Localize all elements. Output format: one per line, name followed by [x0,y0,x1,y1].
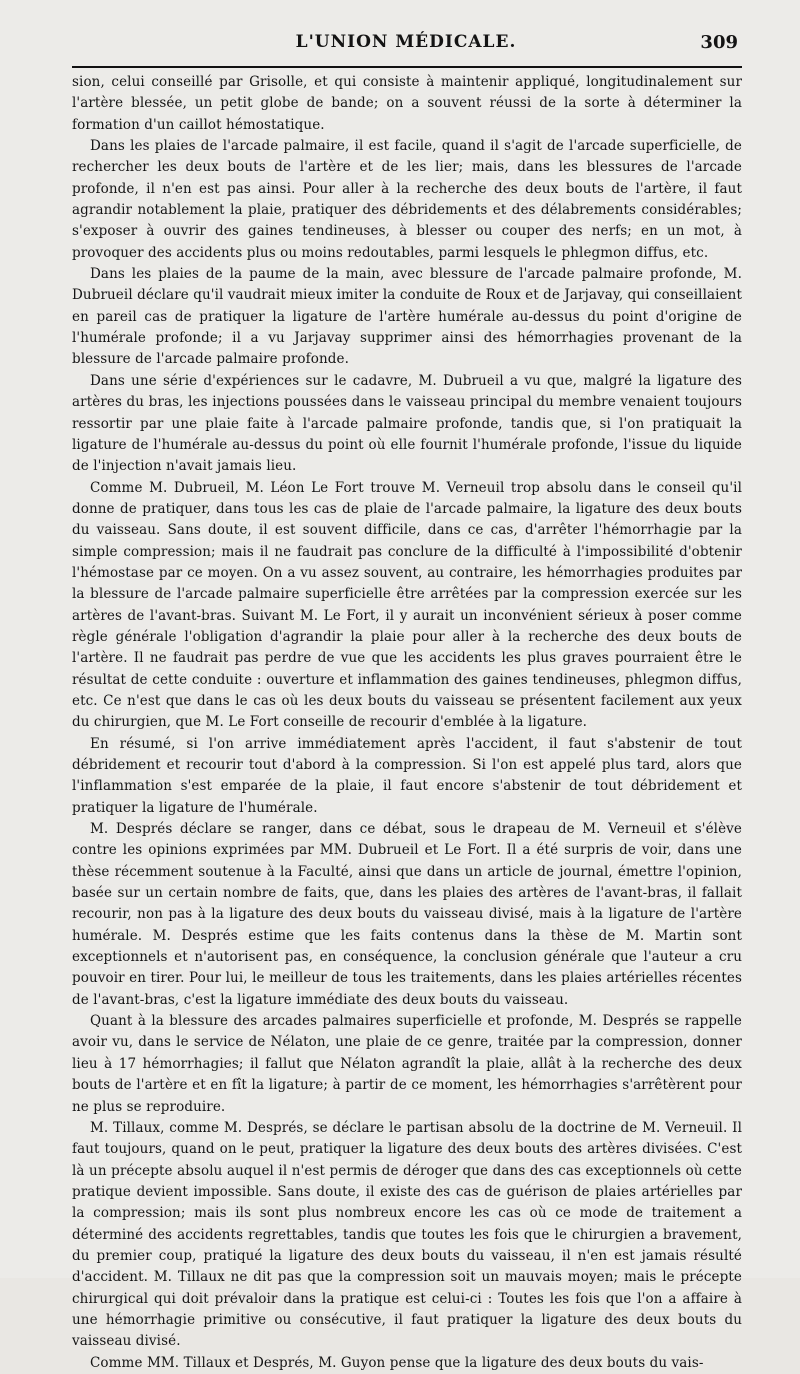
body-text [72,72,742,1371]
paragraph-10: Comme MM. Tillaux et Després, M. Guyon pense que la ligature des deux bouts du vais- [90,1354,704,1371]
page-header [72,30,740,58]
paragraph-3: Dans les plaies de la paume de la main, avec blessure de l'arcade palmaire profonde, M. Dubrueil déclare qu'il vaudrait mieux imiter la conduite de Roux et de Jarjavay, qui conseillaient en pareil cas de pratiquer la ligature de l'artère humérale au-dessus du point d'origine de l'humérale profonde; il a vu Jarjavay supprimer ainsi des hémorrhagies provenant de la blessure de l'arcade palmaire profonde. [72,266,742,368]
paragraph-1: sion, celui conseillé par Grisolle, et qui consiste à maintenir appliqué, longitudinalement sur l'artère blessée, un petit globe de bande; on a souvent réussi de la sorte à déterminer la formation d'un caillot hémostatique. [72,74,742,133]
header-rule [72,66,742,68]
paragraph-7: M. Després déclare se ranger, dans ce débat, sous le drapeau de M. Verneuil et s'élève contre les opinions exprimées par MM. Dubrueil et Le Fort. Il a été surpris de voir, dans une thèse récemment soutenue à la Faculté, ainsi que dans un article de journal, émettre l'opinion, basée sur un certain nombre de faits, que, dans les plaies des artères de l'avant-bras, il fallait recourir, non pas à la ligature des deux bouts du vaisseau divisé, mais à la ligature de l'artère humérale. M. Després estime que les faits contenus dans la thèse de M. Martin sont exceptionnels et n'autorisent pas, en conséquence, la conclusion générale que l'auteur a cru pouvoir en tirer. Pour lui, le meilleur de tous les traitements, dans les plaies artérielles récentes de l'avant-bras, c'est la ligature immédiate des deux bouts du vaisseau. [72,821,742,1008]
paragraph-4: Dans une série d'expériences sur le cadavre, M. Dubrueil a vu que, malgré la ligature des artères du bras, les injections poussées dans le vaisseau principal du membre venaient toujours ressortir par une plaie faite à l'arcade palmaire profonde, tandis que, si l'on pratiquait la ligature de l'humérale au-dessus du point où elle fournit l'humérale profonde, l'issue du liquide de l'injection n'avait jamais lieu. [72,372,742,475]
paragraph-5: Comme M. Dubrueil, M. Léon Le Fort trouve M. Verneuil trop absolu dans le conseil qu'il donne de pratiquer, dans tous les cas de plaie de l'arcade palmaire, la ligature des deux bouts du vaisseau. Sans doute, il est souvent difficile, dans ce cas, d'arrêter l'hémorrhagie par la simple compression; mais il ne faudrait pas conclure de la difficulté à l'impossibilité d'obtenir l'hémostase par ce moyen. On a vu assez souvent, au contraire, les hémorrhagies produites par la blessure de l'arcade palmaire superficielle être arrêtées par la compression exercée sur les artères de l'avant-bras. Suivant M. Le Fort, il y aurait un inconvénient sérieux à poser comme règle générale l'obligation d'agrandir la plaie pour aller à la recherche des deux bouts de l'artère. Il ne faudrait pas perdre de vue que les accidents les plus graves pourraient être le résultat de cette conduite : ouverture et inflammation des gaines tendineuses, phlegmon diffus, etc. Ce n'est que dans le cas où les deux bouts du vaisseau se présentent facilement aux yeux du chirurgien, que M. Le Fort conseille de recourir d'emblée à la ligature. [72,479,742,731]
paragraph-8: Quant à la blessure des arcades palmaires superficielle et profonde, M. Després se rappelle avoir vu, dans le service de Nélaton, une plaie de ce genre, traitée par la compression, donner lieu à 17 hémorrhagies; il fallut que Nélaton agrandît la plaie, allât à la recherche des deux bouts de l'artère et en fît la ligature; à partir de ce moment, les hémorrhagies s'arrêtèrent pour ne plus se reproduire. [72,1013,742,1115]
paragraph-9: M. Tillaux, comme M. Després, se déclare le partisan absolu de la doctrine de M. Verneuil. Il faut toujours, quand on le peut, pratiquer la ligature des deux bouts des artères divisées. C'est là un précepte absolu auquel il n'est permis de déroger que dans des cas exceptionnels où cette pratique devient impossible. Sans doute, il existe des cas de guérison de plaies artérielles par la compression; mais ils sont plus nombreux encore les cas où ce mode de traitement a déterminé des accidents regrettables, tandis que toutes les fois que le chirurgien a bravement, du premier coup, pratiqué la ligature des deux bouts du vaisseau, il n'en est jamais résulté d'accident. M. Tillaux ne dit pas que la compression soit un mauvais moyen; mais le précepte chirurgical qui doit prévaloir dans la pratique est celui-ci : Toutes les fois que l'on a affaire à une hémorrhagie primitive ou consécutive, il faut pratiquer la ligature des deux bouts du vaisseau divisé. [72,1119,742,1350]
page-number: 309 [700,32,738,53]
paragraph-6: En résumé, si l'on arrive immédiatement après l'accident, il faut s'abstenir de tout débridement et recourir tout d'abord à la compression. Si l'on est appelé plus tard, alors que l'inflammation s'est emparée de la plaie, il faut encore s'abstenir de tout débridement et pratiquer la ligature de l'humérale. [72,735,742,816]
paragraph-2: Dans les plaies de l'arcade palmaire, il est facile, quand il s'agit de l'arcade superficielle, de rechercher les deux bouts de l'artère et de les lier; mais, dans les blessures de l'arcade profonde, il n'en est pas ainsi. Pour aller à la recherche des deux bouts de l'artère, il faut agrandir notablement la plaie, pratiquer des débridements et des délabrements considérables; s'exposer à ouvrir des gaines tendineuses, à blesser ou couper des nerfs; en un mot, à provoquer des accidents plus ou moins redoutables, parmi lesquels le phlegmon diffus, etc. [72,138,742,261]
running-title: L'UNION MÉDICALE. [295,32,517,52]
